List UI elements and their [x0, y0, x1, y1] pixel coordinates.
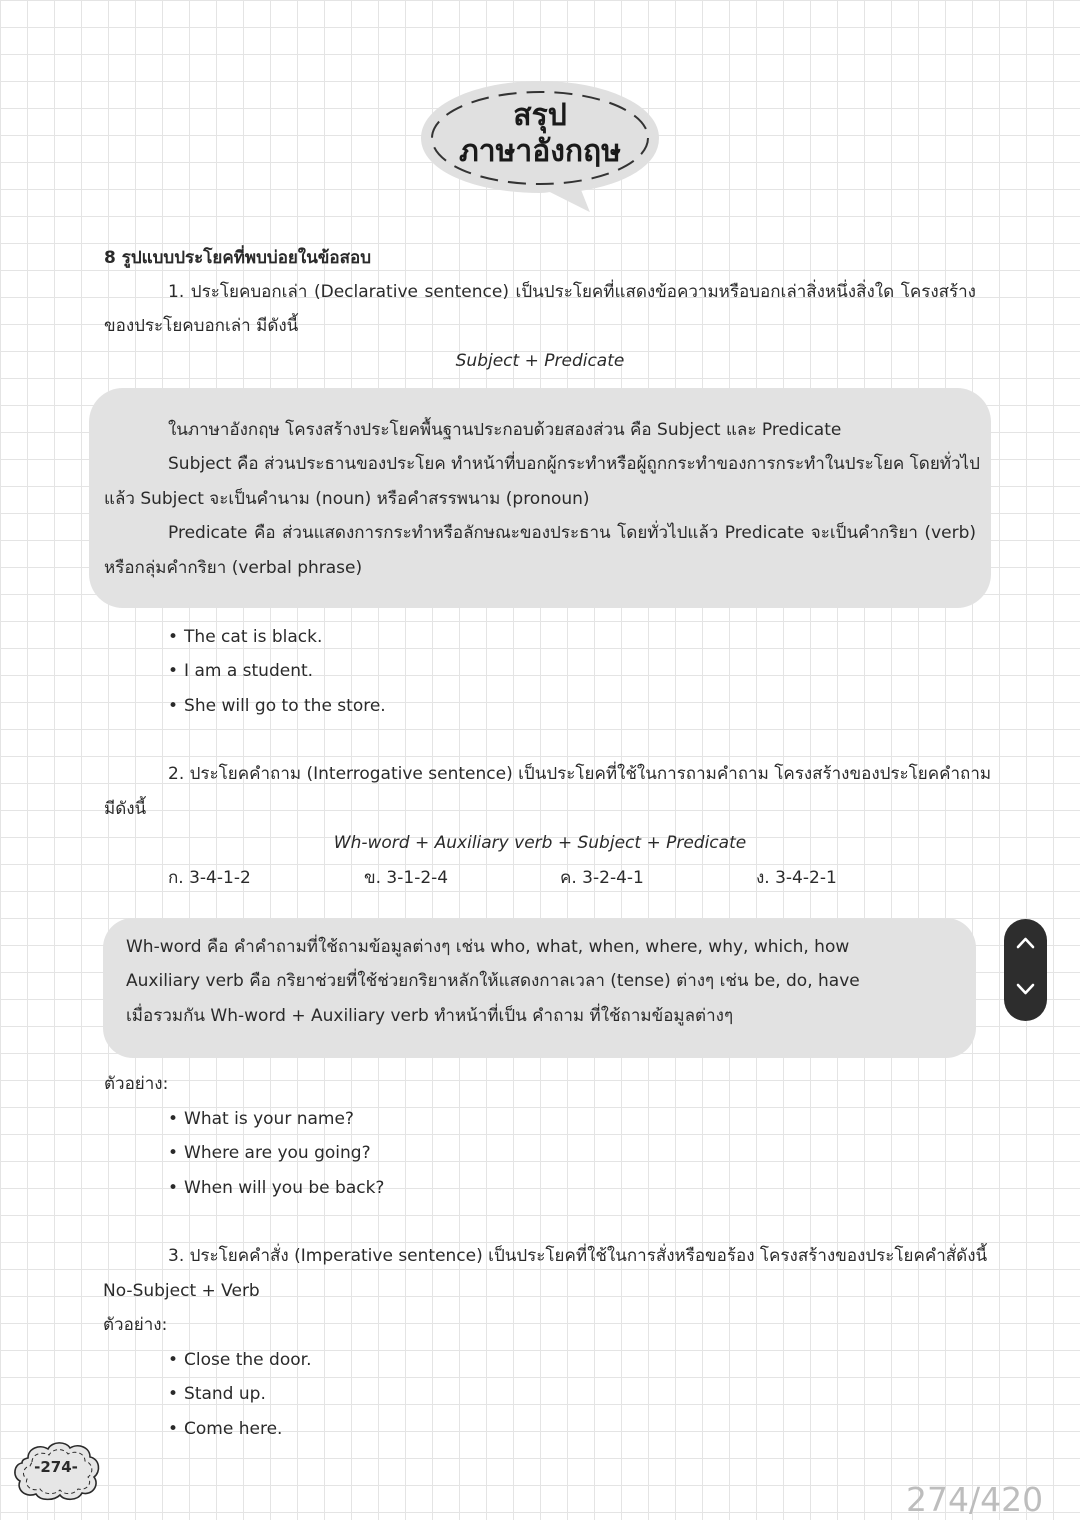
choice-c: ค. 3-2-4-1: [560, 868, 644, 888]
declarative-note-line-4: Predicate คือ ส่วนแสดงการกระทำหรือลักษณะของประธาน โดยทั่วไปแล้ว Predicate จะเป็นคำกริยา (verb): [168, 523, 976, 543]
list-item: • Stand up.: [168, 1382, 266, 1406]
choice-b: ข. 3-1-2-4: [364, 868, 449, 888]
imperative-line-1: 3. ประโยคคำสั่ง (Imperative sentence) เป็นประโยคที่ใช้ในการสั่งหรือขอร้อง โครงสร้างของประโยคคำสั่ดังนี้: [168, 1246, 988, 1266]
list-item: • When will you be back?: [168, 1176, 384, 1200]
declarative-note-line-3: แล้ว Subject จะเป็นคำนาม (noun) หรือคำสรรพนาม (pronoun): [104, 489, 590, 509]
list-item: • The cat is black.: [168, 625, 322, 649]
declarative-note-line-2: Subject คือ ส่วนประธานของประโยค ทำหน้าที่บอกผู้กระทำหรือผู้ถูกกระทำของการกระทำในประโยค โดยทั่วไป: [168, 454, 980, 474]
declarative-line-1: 1. ประโยคบอกเล่า (Declarative sentence) เป็นประโยคที่แสดงข้อความหรือบอกเล่าสิ่งหนึ่งสิ่งใด โครงสร้าง: [168, 282, 976, 302]
page-nav-control: [1004, 919, 1047, 1021]
list-item: • She will go to the store.: [168, 694, 386, 718]
choice-a: ก. 3-4-1-2: [168, 868, 251, 888]
example-label: ตัวอย่าง:: [103, 1315, 168, 1335]
list-item: • Close the door.: [168, 1348, 311, 1372]
title-line-2: ภาษาอังกฤษ: [458, 134, 621, 169]
title-line-1: สรุป: [513, 98, 567, 133]
interrogative-line-1: 2. ประโยคคำถาม (Interrogative sentence) เป็นประโยคที่ใช้ในการถามคำถาม โครงสร้างของประโยคคำถาม: [168, 764, 992, 784]
list-item: • What is your name?: [168, 1107, 354, 1131]
declarative-line-2: ของประโยคบอกเล่า มีดังนี้: [104, 316, 299, 336]
interrogative-note-line-3: เมื่อรวมกัน Wh-word + Auxiliary verb ทำหน้าที่เป็น คำถาม ที่ใช้ถามข้อมูลต่างๆ: [126, 1006, 734, 1026]
page-down-button[interactable]: [1004, 970, 1047, 1021]
page-number: -274-: [34, 1458, 78, 1476]
list-item: • Where are you going?: [168, 1141, 371, 1165]
chevron-down-icon: [1016, 982, 1035, 996]
title-bubble: [420, 78, 660, 213]
page-number-badge: [10, 1438, 102, 1502]
list-item: • Come here.: [168, 1417, 282, 1441]
interrogative-note-line-1: Wh-word คือ คำคำถามที่ใช้ถามข้อมูลต่างๆ เช่น who, what, when, where, why, which, how: [126, 937, 850, 957]
chevron-up-icon: [1016, 936, 1035, 950]
section-heading: 8 รูปแบบประโยคที่พบบ่อยในข้อสอบ: [104, 248, 372, 268]
example-label: ตัวอย่าง:: [104, 1074, 169, 1094]
page-counter: 274/420: [906, 1480, 1044, 1519]
interrogative-note-line-2: Auxiliary verb คือ กริยาช่วยที่ใช้ช่วยกริยาหลักให้แสดงกาลเวลา (tense) ต่างๆ เช่น be, do, have: [126, 971, 860, 991]
choice-d: ง. 3-4-2-1: [756, 868, 837, 888]
declarative-note-line-1: ในภาษาอังกฤษ โครงสร้างประโยคพื้นฐานประกอบด้วยสองส่วน คือ Subject และ Predicate: [168, 420, 842, 440]
interrogative-line-2: มีดังนี้: [104, 799, 147, 819]
imperative-formula: No-Subject + Verb: [103, 1281, 260, 1301]
list-item: • I am a student.: [168, 659, 313, 683]
interrogative-formula: Wh-word + Auxiliary verb + Subject + Predicate: [333, 833, 747, 853]
declarative-formula: Subject + Predicate: [455, 351, 625, 371]
declarative-note-line-5: หรือกลุ่มคำกริยา (verbal phrase): [104, 558, 363, 578]
page-up-button[interactable]: [1004, 919, 1047, 970]
